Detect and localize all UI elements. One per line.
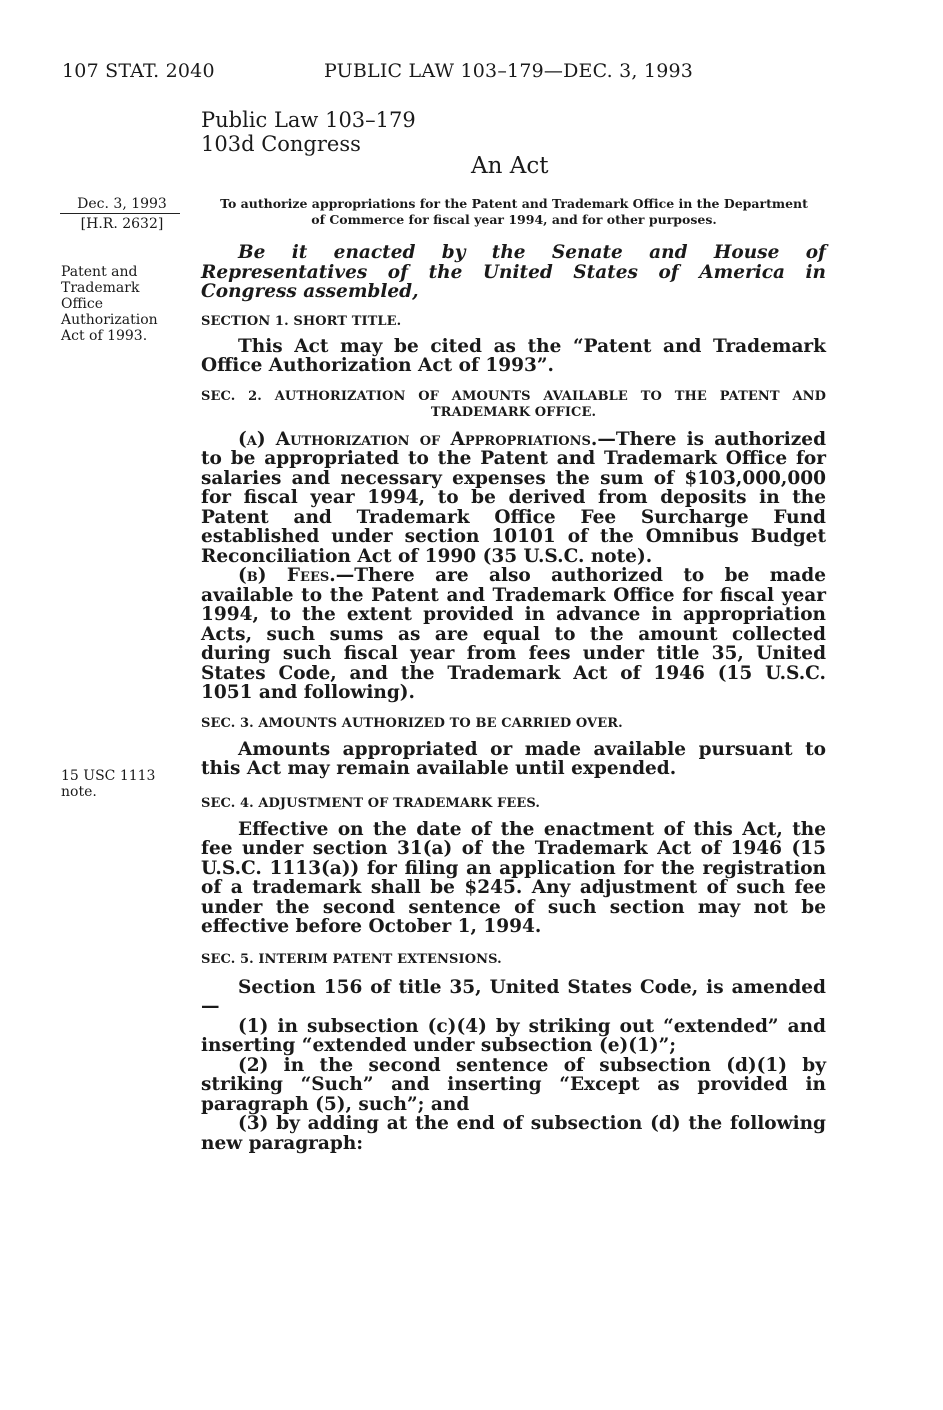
section-2a-paragraph: (a) Authorization of Appropriations.—There is authorized to be appropriated to the Patent and Trademark Office for salaries and necessary expenses the sum of $103,000,000 for fiscal year 1994, to be derived from deposits in the Patent and Trademark Office Fee Surcharge Fund established under section 10101 of the Omnibus Budget Reconciliation Act of 1990 (35 U.S.C. note). xyxy=(201,428,827,567)
margin-date: Dec. 3, 1993 xyxy=(77,196,167,212)
congress-number: 103d Congress xyxy=(201,132,361,156)
section-3-text: Amounts appropriated or made available pursuant to this Act may remain available until expended. xyxy=(201,738,826,779)
section-5-item-3: (3) by adding at the end of subsection (d) the following new paragraph: xyxy=(201,1113,826,1154)
section-2b-label: (b) Fees. xyxy=(238,565,336,586)
enacting-clause: Be it enacted by the Senate and House of Representatives of the United States of America in Congress assembled, xyxy=(201,242,826,302)
section-5-intro: Section 156 of title 35, United States Code, is amended— xyxy=(201,976,826,1017)
act-heading: An Act xyxy=(471,153,549,179)
section-4-text: Effective on the date of the enactment of this Act, the fee under section 31(a) of the Trademark Act of 1946 (15 U.S.C. 1113(a)) for filing an application for the registration of a trademark shall be $245. Any adjustment of such fee under the second sentence of such section may not be effective before October 1, 1994. xyxy=(201,818,826,937)
section-4-heading: SEC. 4. ADJUSTMENT OF TRADEMARK FEES. xyxy=(201,795,540,811)
section-1-text: This Act may be cited as the “Patent and Trademark Office Authorization Act of 1993”. xyxy=(201,335,826,376)
section-2-heading: SEC. 2. AUTHORIZATION OF AMOUNTS AVAILABLE TO THE PATENT AND TRADEMARK OFFICE. xyxy=(201,388,826,420)
main-text-column xyxy=(201,243,826,1153)
running-header: PUBLIC LAW 103–179—DEC. 3, 1993 xyxy=(324,60,694,82)
margin-bill-number: [H.R. 2632] xyxy=(80,216,164,232)
section-3-heading: SEC. 3. AMOUNTS AUTHORIZED TO BE CARRIED OVER. xyxy=(201,715,623,731)
section-2b-paragraph: (b) Fees.—There are also authorized to be made available to the Patent and Trademark Office for fiscal year 1994, to the extent provided in advance in appropriation Acts, such sums as are equal to the amount collected during such fiscal year from fees under title 35, United States Code, and the Trademark Act of 1946 (15 U.S.C. 1051 and following). xyxy=(201,565,826,703)
page-stat-reference: 107 STAT. 2040 xyxy=(62,60,215,82)
section-5-item-2: (2) in the second sentence of subsection (d)(1) by striking “Such” and inserting “Except as provided in paragraph (5), such”; and xyxy=(201,1054,826,1115)
section-5-heading: SEC. 5. INTERIM PATENT EXTENSIONS. xyxy=(201,951,502,967)
section-5-item-1: (1) in subsection (c)(4) by striking out “extended” and inserting “extended under subsection (e)(1)”; xyxy=(201,1015,826,1056)
margin-usc-note: 15 USC 1113 note. xyxy=(61,768,156,800)
public-law-number: Public Law 103–179 xyxy=(201,108,416,132)
margin-short-title-note: Patent and Trademark Office Authorization Act of 1993. xyxy=(61,264,158,344)
section-2a-label: (a) Authorization of Appropriations. xyxy=(238,428,598,450)
margin-rule xyxy=(60,213,180,214)
act-purpose: To authorize appropriations for the Patent and Trademark Office in the Department of Commerce for fiscal year 1994, and for other purposes. xyxy=(220,196,808,227)
section-1-heading: SECTION 1. SHORT TITLE. xyxy=(201,313,402,329)
